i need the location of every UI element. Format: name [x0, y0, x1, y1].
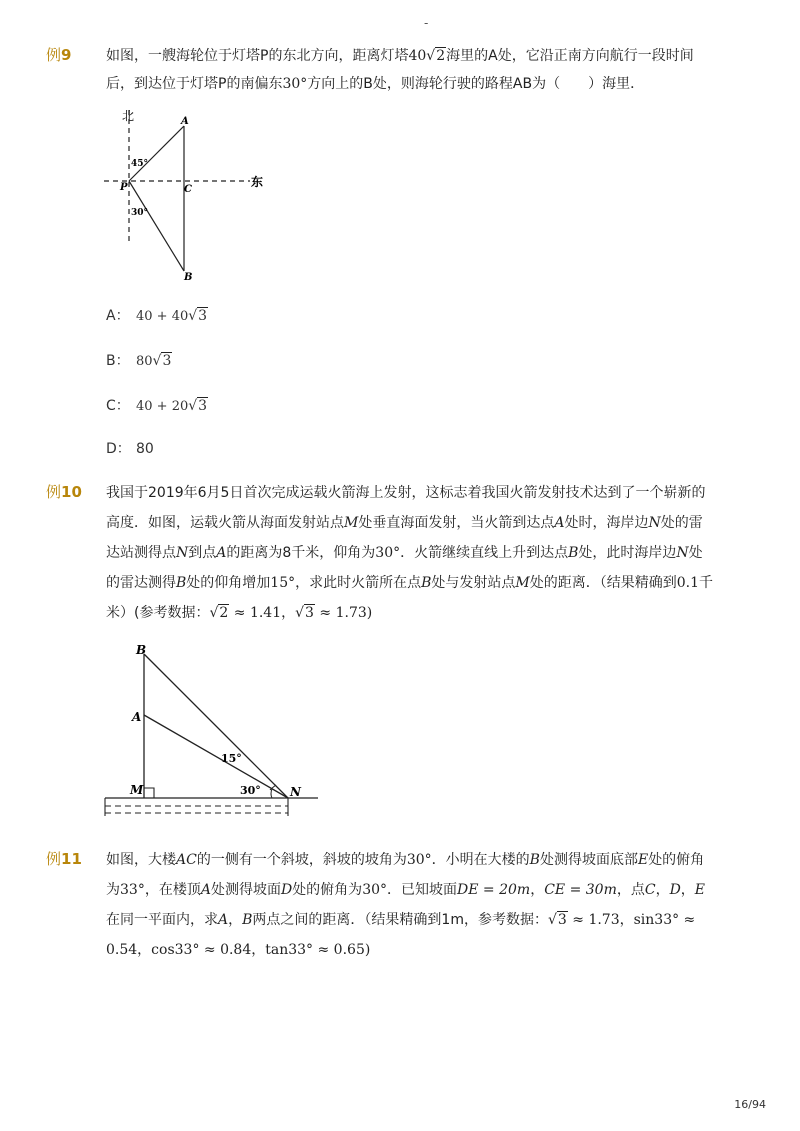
- text-fragment: 方向上的B处，则海轮行驶的路程AB为（ ）海里．: [307, 76, 645, 92]
- radicand: 2: [436, 48, 446, 64]
- text-fragment: 处，此时海岸边: [578, 545, 677, 561]
- option-a[interactable]: [106, 305, 208, 325]
- example-prefix: 例: [46, 46, 62, 64]
- radicand: 3: [162, 353, 172, 369]
- text-fragment: ，: [680, 882, 695, 898]
- math-var: N: [676, 545, 689, 561]
- text-fragment: ．已知坡面: [387, 882, 458, 898]
- right-angle-mark: [144, 788, 154, 798]
- radicand: 2: [219, 605, 229, 621]
- point-N-label: N: [290, 785, 301, 799]
- angle-30-label: 30°: [131, 208, 149, 218]
- math-var: CE = 30m: [544, 882, 617, 898]
- radicand: 3: [305, 605, 314, 621]
- text-fragment: 处测得坡面底部: [539, 852, 638, 868]
- example-prefix: 例: [46, 850, 62, 868]
- math-var: A: [216, 545, 227, 561]
- angle-arc-30: [271, 789, 272, 798]
- example-number: 10: [61, 483, 82, 501]
- north-label: 北: [122, 109, 135, 123]
- math-fragment: ≈ 1.73，sin33° ≈ 0.54，cos33° ≈ 0.84，tan33° ≈ 0.65): [106, 912, 696, 958]
- math-var: D: [280, 882, 293, 898]
- segment-BN: [144, 654, 288, 798]
- example-9-label: [46, 44, 71, 65]
- segment-PB: [129, 181, 184, 271]
- text-fragment: 到点: [188, 545, 217, 561]
- option-c[interactable]: [106, 395, 208, 415]
- math-fragment: 0.1: [676, 575, 700, 591]
- text-fragment: 处的距离．（结果精确到: [529, 575, 677, 591]
- text-fragment: 处的雷达站测得点: [106, 515, 703, 561]
- option-value: 80: [136, 441, 154, 457]
- text-fragment: 的一侧有一个斜坡，斜坡的坡角为: [196, 852, 407, 868]
- math-var: M: [344, 515, 359, 531]
- text-fragment: ，: [228, 912, 243, 928]
- sqrt-3: √3: [188, 308, 208, 324]
- math-var: B: [529, 852, 540, 868]
- example-11-text: [106, 845, 716, 965]
- point-A-label: A: [132, 710, 142, 724]
- option-value: 40 + 40: [136, 309, 189, 324]
- text-fragment: 海里的A处，它沿正南方向航行一段时间后，到达位于灯塔P的南偏东: [106, 48, 694, 92]
- option-letter: B：: [106, 353, 130, 369]
- math-var: B: [421, 575, 432, 591]
- text-fragment: 处的俯角为: [106, 852, 705, 898]
- option-b[interactable]: [106, 350, 172, 370]
- point-B-label: B: [184, 272, 193, 283]
- text-fragment: 在同一平面内，求: [106, 912, 218, 928]
- text-fragment: 处的仰角增加: [186, 575, 271, 591]
- math-var: A: [554, 515, 565, 531]
- math-fragment: 33°: [120, 882, 145, 898]
- text-fragment: 两点之间的距离．（结果精确到1m，参考数据：: [252, 912, 548, 928]
- math-fragment: 30°: [375, 545, 401, 561]
- point-M-label: M: [130, 783, 144, 797]
- text-fragment: ，求此时火箭所在点: [295, 575, 422, 591]
- page-marker: -: [424, 16, 429, 30]
- point-A-label: A: [181, 116, 189, 127]
- math-fragment: 40: [408, 48, 427, 64]
- option-letter: A：: [106, 308, 130, 324]
- math-var: M: [515, 575, 530, 591]
- math-var: AC: [176, 852, 197, 868]
- radicand: 3: [198, 398, 208, 414]
- math-fragment: 30°: [362, 882, 388, 898]
- sqrt-3: √3: [188, 398, 208, 414]
- math-var: E: [637, 852, 649, 868]
- option-value: 40 + 20: [136, 399, 189, 414]
- sqrt-2: √2: [209, 605, 229, 621]
- example-number: 9: [61, 46, 72, 64]
- text-fragment: ，: [655, 882, 670, 898]
- text-fragment: 处测得坡面: [210, 882, 281, 898]
- point-P-label: P: [120, 182, 128, 193]
- math-var: B: [176, 575, 187, 591]
- option-letter: D：: [106, 441, 131, 457]
- rocket-figure: [100, 642, 325, 824]
- example-prefix: 例: [46, 483, 62, 501]
- angle-30-label: 30°: [240, 784, 261, 797]
- page-number: 16/94: [734, 1098, 766, 1111]
- example-11-label: [46, 848, 82, 869]
- math-var: B: [568, 545, 579, 561]
- text-fragment: 处的俯角为: [292, 882, 363, 898]
- segment-AN: [144, 715, 288, 798]
- radicand: 3: [198, 308, 208, 324]
- segment-PA: [129, 126, 184, 181]
- angle-45-label: 45°: [131, 159, 149, 169]
- math-var: N: [176, 545, 189, 561]
- math-fragment: 30°: [282, 76, 308, 92]
- text-fragment: 处与发射站点: [431, 575, 516, 591]
- math-var: B: [242, 912, 253, 928]
- math-fragment: ≈ 1.73): [314, 605, 373, 621]
- math-fragment: ≈ 1.41，: [229, 605, 296, 621]
- text-fragment: 千米）(参考数据：: [106, 575, 714, 621]
- text-fragment: ，点: [616, 882, 645, 898]
- text-fragment: 处的雷达测得: [106, 545, 703, 591]
- point-C-label: C: [184, 184, 192, 195]
- math-var: A: [200, 882, 211, 898]
- math-fragment: 15°: [270, 575, 296, 591]
- sqrt-3: √3: [152, 353, 172, 369]
- angle-15-label: 15°: [221, 752, 242, 765]
- text-fragment: ．小明在大楼的: [431, 852, 530, 868]
- math-var: D: [669, 882, 681, 898]
- option-letter: C：: [106, 398, 130, 414]
- example-10-text: [106, 478, 716, 628]
- math-var: C: [644, 882, 656, 898]
- east-label: 东: [251, 175, 264, 189]
- text-fragment: ，: [530, 882, 545, 898]
- point-B-label: B: [136, 643, 147, 657]
- option-d[interactable]: [106, 438, 154, 458]
- sqrt-3: √3: [547, 912, 567, 928]
- text-fragment: 处垂直海面发射，当火箭到达点: [358, 515, 555, 531]
- example-10-label: [46, 481, 82, 502]
- text-fragment: 如图，大楼: [106, 852, 176, 868]
- sqrt-3: √3: [295, 605, 314, 621]
- lighthouse-figure: [100, 108, 270, 283]
- math-var: E: [694, 882, 706, 898]
- example-number: 11: [61, 850, 82, 868]
- sqrt-2: √2: [426, 48, 446, 64]
- text-fragment: ．火箭继续直线上升到达点: [400, 545, 569, 561]
- math-var: N: [648, 515, 661, 531]
- math-var: A: [218, 912, 229, 928]
- radicand: 3: [557, 912, 567, 928]
- math-var: DE = 20m: [457, 882, 531, 898]
- math-fragment: 30°: [406, 852, 432, 868]
- text-fragment: 的距离为8千米，仰角为: [226, 545, 376, 561]
- text-fragment: 我国于2019年6月5日首次完成运载火箭海上发射，这标志着我国火箭发射技术达到了一个崭新的高度．如图，运载火箭从海面发射站点: [106, 485, 706, 531]
- text-fragment: 处时，海岸边: [564, 515, 649, 531]
- example-9-text: [106, 42, 716, 98]
- text-fragment: ，在楼顶: [144, 882, 201, 898]
- text-fragment: 如图，一艘海轮位于灯塔P的东北方向，距离灯塔: [106, 48, 409, 64]
- option-value: 80: [136, 354, 153, 369]
